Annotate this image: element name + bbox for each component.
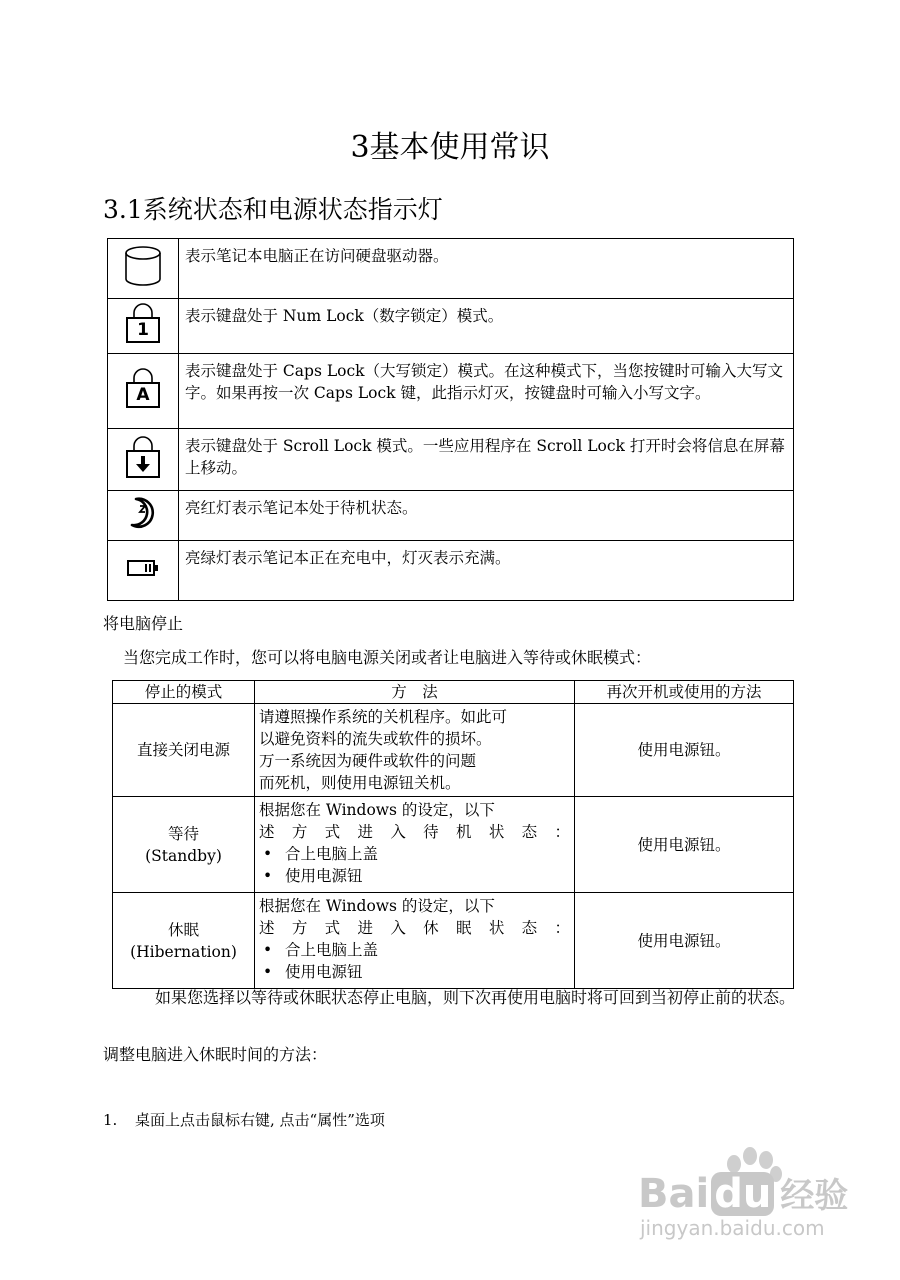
table-row <box>108 299 794 354</box>
method-line: 以避免资料的流失或软件的损坏。 <box>259 730 492 748</box>
mode-name: 等待 <box>167 824 199 843</box>
resume-method: 使用电源钮。 <box>575 704 794 797</box>
table-row <box>108 354 794 429</box>
resume-method: 使用电源钮。 <box>575 893 794 989</box>
column-header: 再次开机或使用的方法 <box>575 681 794 704</box>
list-item: • 合上电脑上盖 <box>263 845 379 863</box>
hibernate-heading: 调整电脑进入休眠时间的方法： <box>103 1045 328 1064</box>
bullet-dot: • <box>263 963 273 981</box>
watermark-url: jingyan.baidu.com <box>640 1216 825 1240</box>
mode-name-cell <box>113 893 255 989</box>
method-cell <box>255 893 575 989</box>
page-title: 3基本使用常识 <box>350 130 550 165</box>
indicator-description: 亮绿灯表示笔记本正在充电中，灯灭表示充满。 <box>179 541 794 601</box>
stop-heading: 将电脑停止 <box>103 614 184 633</box>
column-header: 方 法 <box>255 681 575 704</box>
table-row <box>108 541 794 601</box>
resume-method: 使用电源钮。 <box>575 797 794 893</box>
battery-charge-icon <box>125 558 161 578</box>
method-line: 而死机，则使用电源钮关机。 <box>259 774 461 792</box>
resume-note: 如果您选择以等待或休眠状态停止电脑，则下次再使用电脑时将可回到当初停止前的状态。 <box>155 988 796 1007</box>
section-title: 3.1系统状态和电源状态指示灯 <box>103 195 443 224</box>
column-header: 停止的模式 <box>113 681 255 704</box>
method-cell <box>255 797 575 893</box>
mode-name: 休眠 <box>167 920 199 939</box>
step-text: 桌面上点击鼠标右键, 点击“属性”选项 <box>135 1111 385 1129</box>
table-row <box>113 704 794 797</box>
table-row <box>108 239 794 299</box>
stop-modes-table <box>112 680 794 989</box>
mode-name-cell <box>113 797 255 893</box>
method-line: 请遵照操作系统的关机程序。如此可 <box>259 708 508 726</box>
watermark-brand: Bai du 经验 <box>638 1171 849 1217</box>
hard-drive-icon <box>123 244 163 288</box>
bullet-dot: • <box>263 867 273 885</box>
method-line: 万一系统因为硬件或软件的问题 <box>259 752 477 770</box>
bullet-dot: • <box>263 845 273 863</box>
mode-name: 直接关闭电源 <box>113 704 255 797</box>
step-item <box>103 1108 385 1132</box>
num-lock-glyph: 1 <box>137 320 149 340</box>
list-item: • 使用电源钮 <box>263 963 363 981</box>
indicator-description: 表示笔记本电脑正在访问硬盘驱动器。 <box>179 239 794 299</box>
moon-standby-icon <box>127 495 159 531</box>
table-row <box>113 797 794 893</box>
table-row <box>113 893 794 989</box>
step-number: 1. <box>103 1111 118 1129</box>
table-header-row <box>113 681 794 704</box>
table-row <box>108 491 794 541</box>
caps-lock-icon <box>125 367 161 409</box>
indicator-description: 表示键盘处于 Num Lock（数字锁定）模式。 <box>179 299 794 354</box>
method-line: 述方式进入休眠状态： <box>259 919 570 937</box>
method-line: 述方式进入待机状态： <box>259 823 570 841</box>
caps-lock-glyph: A <box>136 385 150 405</box>
method-line: 根据您在 Windows 的设定，以下 <box>259 897 495 915</box>
indicator-description: 亮红灯表示笔记本处于待机状态。 <box>179 491 794 541</box>
stop-intro: 当您完成工作时，您可以将电脑电源关闭或者让电脑进入等待或休眠模式： <box>123 648 652 667</box>
list-item: • 使用电源钮 <box>263 867 363 885</box>
mode-name-english: (Hibernation) <box>130 942 237 961</box>
num-lock-icon <box>125 302 161 344</box>
table-row <box>108 429 794 491</box>
list-item: • 合上电脑上盖 <box>263 941 379 959</box>
method-line: 根据您在 Windows 的设定，以下 <box>259 801 495 819</box>
baidu-jingyan-watermark <box>638 1142 878 1242</box>
scroll-lock-icon <box>125 435 161 479</box>
indicator-table <box>107 238 794 601</box>
method-cell <box>255 704 575 797</box>
bullet-dot: • <box>263 941 273 959</box>
indicator-description: 表示键盘处于 Scroll Lock 模式。一些应用程序在 Scroll Lock 打开时会将信息在屏幕上移动。 <box>179 429 794 491</box>
mode-name-english: (Standby) <box>145 846 222 865</box>
indicator-description: 表示键盘处于 Caps Lock（大写锁定）模式。在这种模式下，当您按键时可输入大写文字。如果再按一次 Caps Lock 键，此指示灯灭，按键盘时可输入小写文字。 <box>179 354 794 429</box>
